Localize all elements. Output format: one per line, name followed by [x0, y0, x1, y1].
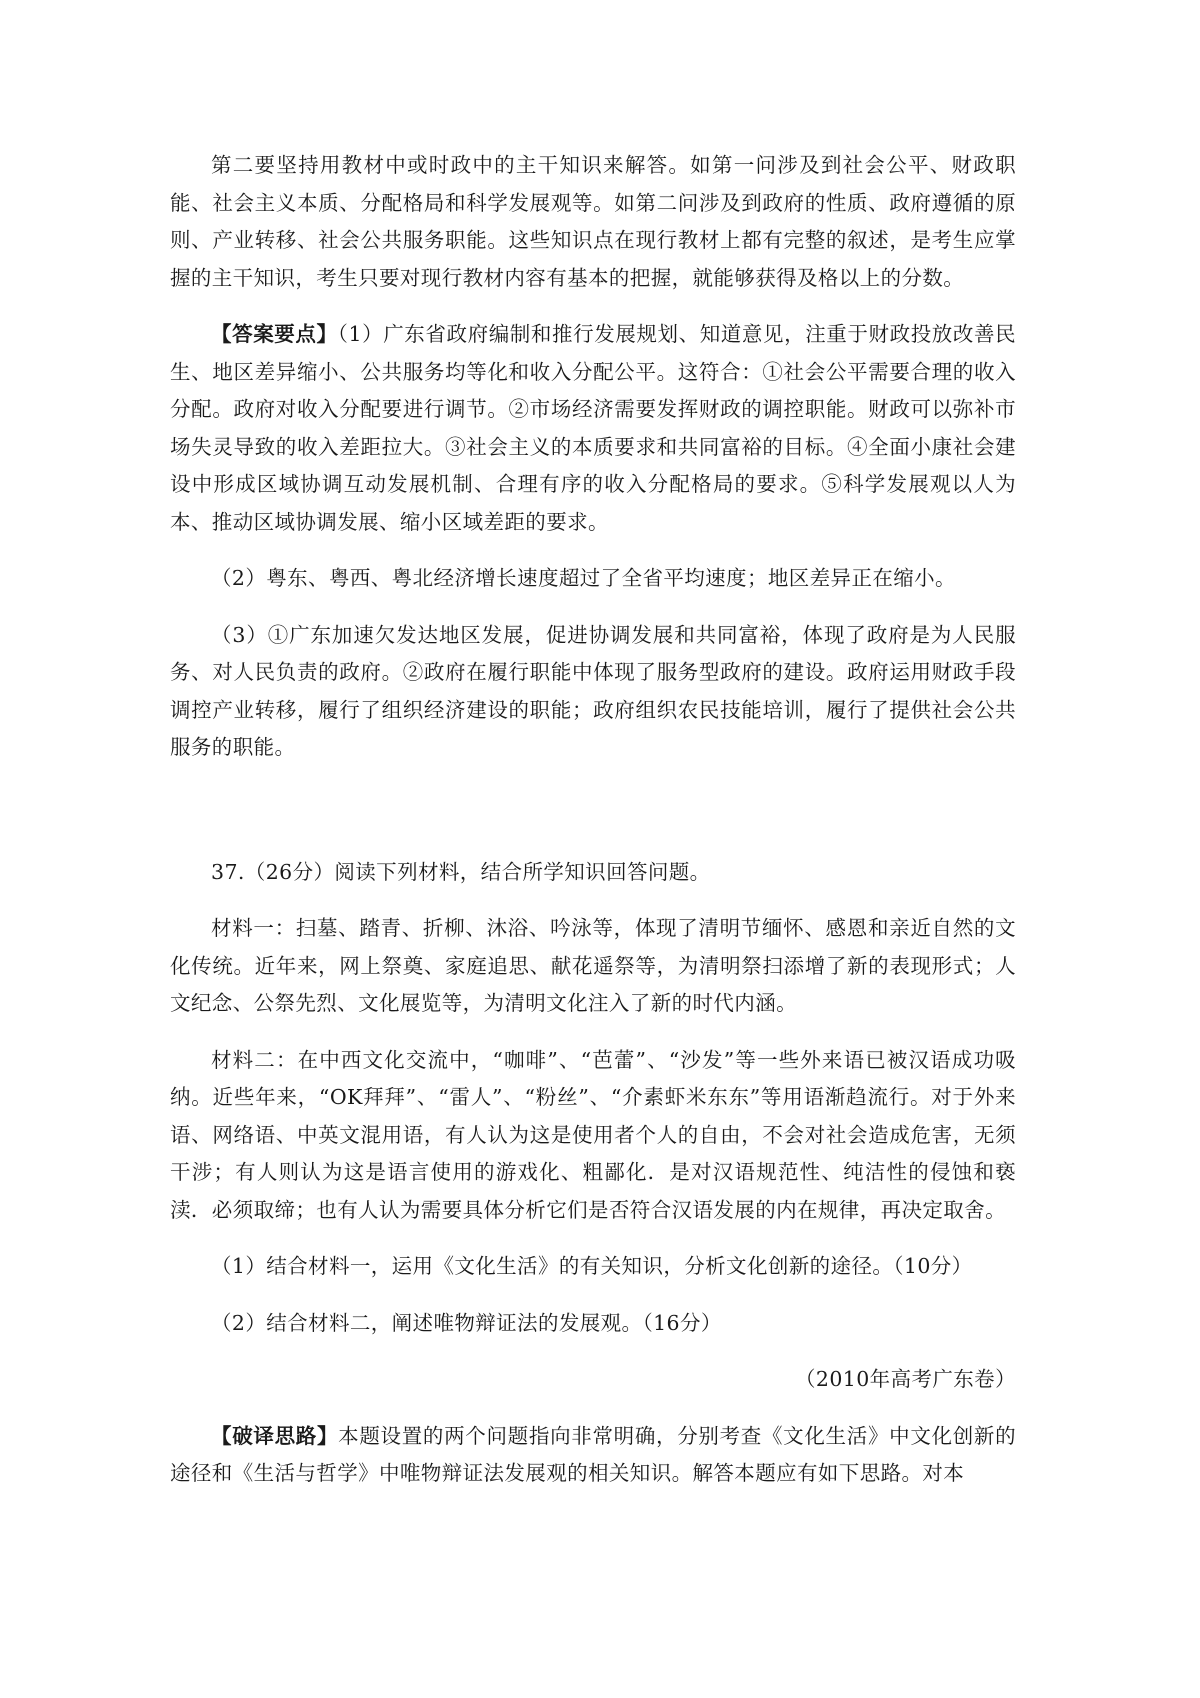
sub-question-2: （2）结合材料二，阐述唯物辩证法的发展观。（16分）	[211, 1310, 722, 1335]
question-37-heading: 37.（26分）阅读下列材料，结合所学知识回答问题。	[211, 859, 711, 884]
answer-points-label: 【答案要点】	[211, 322, 338, 346]
material-one: 材料一：扫墓、踏青、折柳、沐浴、吟泳等，体现了清明节缅怀、感恩和亲近自然的文化传统。近年来，网上祭奠、家庭追思、献花遥祭等，为清明祭扫添增了新的表现形式；人文纪念、公祭先烈、文化展览等，为清明文化注入了新的时代内涵。	[170, 916, 1016, 1015]
answer-points-text: （1）广东省政府编制和推行发展规划、知道意见，注重于财政投放改善民生、地区差异缩小、公共服务均等化和收入分配公平。这符合：①社会公平需要合理的收入分配。政府对收入分配要进行调节。②市场经济需要发挥财政的调控职能。财政可以弥补市场失灵导致的收入差距拉大。③社会主义的本质要求和共同富裕的目标。④全面小康社会建设中形成区域协调互动发展机制、合理有序的收入分配格局的要求。⑤科学发展观以人为本、推动区域协调发展、缩小区域差距的要求。	[170, 322, 1016, 534]
paragraph-answer-2: （2）粤东、粤西、粤北经济增长速度超过了全省平均速度；地区差异正在缩小。	[211, 566, 956, 590]
paragraph-analysis-approach	[170, 1418, 1016, 1493]
paragraph-answer-3: （3）①广东加速欠发达地区发展，促进协调发展和共同富裕，体现了政府是为人民服务、对人民负责的政府。②政府在履行职能中体现了服务型政府的建设。政府运用财政手段调控产业转移，履行了组织经济建设的职能；政府组织农民技能培训，履行了提供社会公共服务的职能。	[170, 622, 1016, 759]
sub-question-1: （1）结合材料一，运用《文化生活》的有关知识，分析文化创新的途径。（10分）	[211, 1254, 973, 1278]
material-two: 材料二：在中西文化交流中，“咖啡”、“芭蕾”、“沙发”等一些外来语已被汉语成功吸纳。近些年来，“OK拜拜”、“雷人”、“粉丝”、“介素虾米东东”等用语渐趋流行。对于外来语、网络语、中英文混用语，有人认为这是使用者个人的自由，不会对社会造成危害，无须干涉；有人则认为这是语言使用的游戏化、粗鄙化．是对汉语规范性、纯洁性的侵蚀和亵渎．必须取缔；也有人认为需要具体分析它们是否符合汉语发展的内在规律，再决定取舍。	[170, 1047, 1016, 1222]
paragraph-main-knowledge: 第二要坚持用教材中或时政中的主干知识来解答。如第一问涉及到社会公平、财政职能、社会主义本质、分配格局和科学发展观等。如第二问涉及到政府的性质、政府遵循的原则、产业转移、社会公共服务职能。这些知识点在现行教材上都有完整的叙述，是考生应掌握的主干知识，考生只要对现行教材内容有基本的把握，就能够获得及格以上的分数。	[170, 153, 1016, 290]
paragraph-answer-points	[170, 316, 1016, 541]
source-citation: （2010年高考广东卷）	[795, 1367, 1016, 1391]
analysis-label: 【破译思路】	[211, 1423, 339, 1448]
analysis-text: 本题设置的两个问题指向非常明确，分别考查《文化生活》中文化创新的途径和《生活与哲学》中唯物辩证法发展观的相关知识。解答本题应有如下思路。对本	[170, 1423, 1016, 1485]
